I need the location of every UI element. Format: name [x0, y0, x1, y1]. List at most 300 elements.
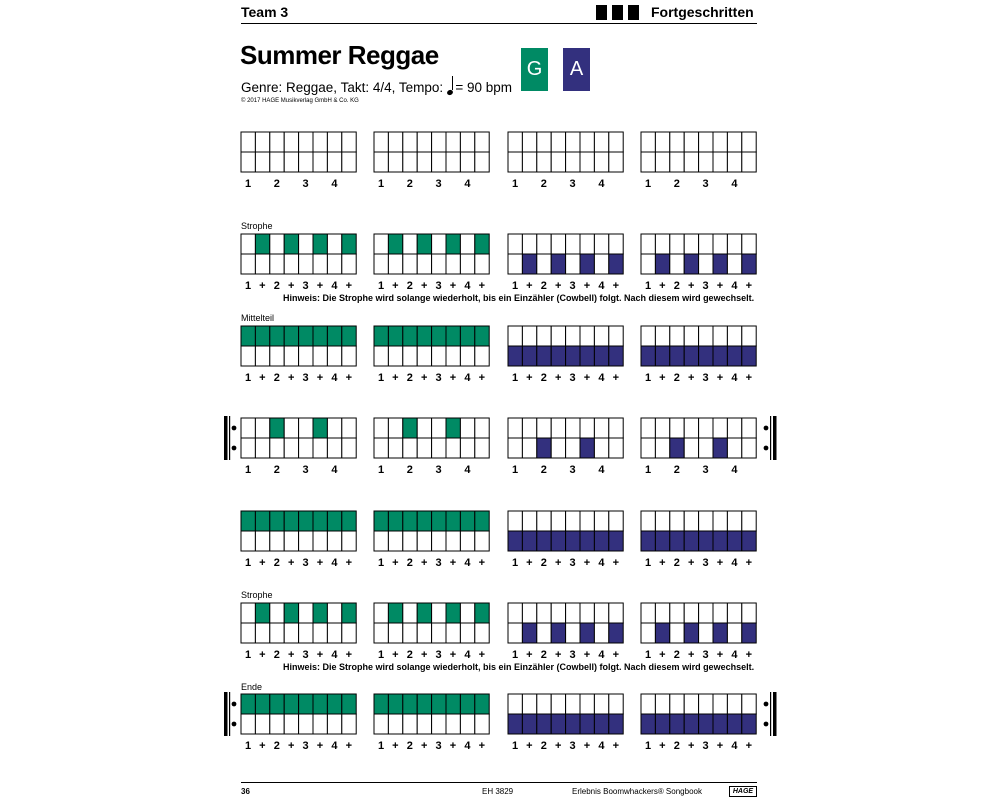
- count-label: 1: [644, 178, 652, 190]
- empty-cell: [699, 438, 713, 458]
- count-label: +: [716, 280, 724, 292]
- count-label: 4: [598, 372, 605, 384]
- empty-cell: [313, 714, 327, 734]
- empty-cell: [446, 623, 460, 643]
- empty-cell: [460, 438, 474, 458]
- filled-cell: [313, 326, 327, 346]
- empty-cell: [670, 152, 684, 172]
- empty-cell: [313, 346, 327, 366]
- count-label: +: [583, 280, 591, 292]
- empty-cell: [609, 694, 623, 714]
- empty-cell: [417, 418, 431, 438]
- empty-cell: [551, 511, 565, 531]
- empty-cell: [699, 234, 713, 254]
- empty-cell: [270, 603, 284, 623]
- empty-cell: [670, 234, 684, 254]
- count-label: 3: [302, 740, 309, 752]
- empty-cell: [432, 234, 446, 254]
- filled-cell: [417, 234, 431, 254]
- count-label: 1: [377, 740, 385, 752]
- count-label: +: [392, 372, 399, 384]
- empty-cell: [655, 132, 669, 152]
- empty-cell: [388, 132, 402, 152]
- empty-cell: [551, 438, 565, 458]
- count-label: +: [526, 557, 533, 569]
- pattern-block: [374, 694, 489, 752]
- empty-cell: [241, 531, 255, 551]
- count-label: 3: [435, 178, 442, 190]
- empty-cell: [670, 254, 684, 274]
- filled-cell: [460, 326, 474, 346]
- pattern-block: [641, 694, 756, 752]
- empty-cell: [313, 531, 327, 551]
- count-label: +: [478, 280, 486, 292]
- count-label: +: [659, 649, 666, 661]
- empty-cell: [327, 438, 341, 458]
- count-label: 4: [598, 280, 605, 292]
- empty-cell: [566, 418, 580, 438]
- empty-cell: [641, 152, 655, 172]
- empty-cell: [403, 438, 417, 458]
- empty-cell: [537, 623, 551, 643]
- empty-cell: [388, 438, 402, 458]
- count-label: 2: [540, 464, 547, 476]
- empty-cell: [537, 603, 551, 623]
- empty-cell: [594, 623, 608, 643]
- filled-cell: [417, 694, 431, 714]
- pattern-block: [374, 511, 489, 569]
- count-label: +: [716, 649, 724, 661]
- filled-cell: [313, 234, 327, 254]
- filled-cell: [388, 603, 402, 623]
- count-label: +: [687, 740, 695, 752]
- empty-cell: [684, 438, 698, 458]
- filled-cell: [270, 418, 284, 438]
- count-label: +: [745, 557, 753, 569]
- filled-cell: [342, 694, 356, 714]
- filled-cell: [551, 714, 565, 734]
- empty-cell: [537, 511, 551, 531]
- empty-cell: [255, 623, 269, 643]
- empty-cell: [241, 714, 255, 734]
- count-label: 4: [464, 372, 471, 384]
- empty-cell: [742, 694, 756, 714]
- empty-cell: [342, 254, 356, 274]
- count-label: 2: [406, 178, 413, 190]
- filled-cell: [342, 511, 356, 531]
- empty-cell: [342, 531, 356, 551]
- count-label: 2: [406, 557, 413, 569]
- count-label: +: [392, 280, 399, 292]
- count-label: 3: [302, 557, 309, 569]
- empty-cell: [299, 254, 313, 274]
- filled-cell: [641, 531, 655, 551]
- filled-cell: [713, 254, 727, 274]
- empty-cell: [460, 714, 474, 734]
- count-label: 1: [377, 178, 385, 190]
- count-label: +: [420, 280, 428, 292]
- filled-cell: [670, 346, 684, 366]
- filled-cell: [374, 326, 388, 346]
- filled-cell: [522, 623, 536, 643]
- count-label: 1: [511, 464, 519, 476]
- count-label: 2: [673, 464, 680, 476]
- empty-cell: [313, 623, 327, 643]
- song-meta-prefix: Genre: Reggae, Takt: 4/4, Tempo:: [241, 80, 444, 95]
- empty-cell: [475, 714, 489, 734]
- empty-cell: [374, 438, 388, 458]
- count-label: +: [687, 372, 695, 384]
- count-label: 3: [569, 740, 576, 752]
- empty-cell: [255, 132, 269, 152]
- pattern-block: [374, 132, 489, 190]
- empty-cell: [270, 714, 284, 734]
- empty-cell: [566, 152, 580, 172]
- pattern-block: [641, 418, 756, 476]
- empty-cell: [537, 132, 551, 152]
- empty-cell: [713, 132, 727, 152]
- count-label: 2: [673, 372, 680, 384]
- empty-cell: [446, 254, 460, 274]
- repeat-start-icon: [224, 416, 236, 460]
- empty-cell: [342, 623, 356, 643]
- filled-cell: [284, 234, 298, 254]
- count-label: +: [420, 372, 428, 384]
- empty-cell: [566, 234, 580, 254]
- count-label: 1: [244, 372, 252, 384]
- count-label: +: [316, 557, 324, 569]
- empty-cell: [299, 623, 313, 643]
- pattern-block: [508, 326, 623, 384]
- empty-cell: [388, 152, 402, 172]
- filled-cell: [284, 326, 298, 346]
- empty-cell: [388, 623, 402, 643]
- count-label: +: [526, 280, 533, 292]
- count-label: 4: [598, 740, 605, 752]
- empty-cell: [284, 714, 298, 734]
- count-label: +: [583, 649, 591, 661]
- empty-cell: [713, 511, 727, 531]
- empty-cell: [670, 694, 684, 714]
- hint-strophe-1: Hinweis: Die Strophe wird solange wiederholt, bis ein Einzähler (Cowbell) folgt. Nach diesem wird gewechselt.: [283, 293, 755, 303]
- empty-cell: [684, 603, 698, 623]
- filled-cell: [508, 346, 522, 366]
- empty-cell: [641, 511, 655, 531]
- filled-cell: [655, 531, 669, 551]
- empty-cell: [327, 234, 341, 254]
- empty-cell: [417, 438, 431, 458]
- pattern-block: [641, 511, 756, 569]
- count-label: +: [316, 372, 324, 384]
- count-label: 4: [331, 740, 338, 752]
- empty-cell: [460, 234, 474, 254]
- empty-cell: [460, 603, 474, 623]
- empty-cell: [699, 152, 713, 172]
- empty-cell: [432, 254, 446, 274]
- filled-cell: [727, 531, 741, 551]
- empty-cell: [403, 152, 417, 172]
- empty-cell: [432, 438, 446, 458]
- count-label: +: [716, 740, 724, 752]
- empty-cell: [641, 438, 655, 458]
- count-label: +: [612, 280, 620, 292]
- count-label: +: [687, 649, 695, 661]
- count-label: 4: [731, 649, 738, 661]
- empty-cell: [727, 254, 741, 274]
- count-label: +: [345, 649, 353, 661]
- hint-strophe-2: Hinweis: Die Strophe wird solange wiederholt, bis ein Einzähler (Cowbell) folgt. Nach diesem wird gewechselt.: [283, 662, 755, 672]
- empty-cell: [241, 346, 255, 366]
- empty-cell: [522, 603, 536, 623]
- empty-cell: [609, 132, 623, 152]
- empty-cell: [713, 603, 727, 623]
- pattern-block: [374, 326, 489, 384]
- empty-cell: [475, 438, 489, 458]
- count-label: 3: [302, 649, 309, 661]
- empty-cell: [284, 418, 298, 438]
- empty-cell: [374, 346, 388, 366]
- count-label: 1: [377, 372, 385, 384]
- count-label: 2: [540, 740, 547, 752]
- empty-cell: [594, 418, 608, 438]
- empty-cell: [522, 418, 536, 438]
- filled-cell: [403, 694, 417, 714]
- count-label: +: [449, 372, 457, 384]
- empty-cell: [327, 346, 341, 366]
- empty-cell: [241, 438, 255, 458]
- empty-cell: [566, 603, 580, 623]
- filled-cell: [327, 326, 341, 346]
- empty-cell: [670, 326, 684, 346]
- empty-cell: [684, 511, 698, 531]
- empty-cell: [566, 254, 580, 274]
- empty-cell: [594, 511, 608, 531]
- empty-cell: [432, 152, 446, 172]
- filled-cell: [313, 418, 327, 438]
- empty-cell: [403, 531, 417, 551]
- empty-cell: [508, 152, 522, 172]
- count-label: 3: [435, 280, 442, 292]
- empty-cell: [670, 511, 684, 531]
- filled-cell: [388, 234, 402, 254]
- count-label: +: [287, 740, 295, 752]
- filled-cell: [580, 531, 594, 551]
- empty-cell: [342, 346, 356, 366]
- empty-cell: [327, 132, 341, 152]
- empty-cell: [537, 418, 551, 438]
- empty-cell: [241, 603, 255, 623]
- filled-cell: [594, 714, 608, 734]
- empty-cell: [432, 418, 446, 438]
- count-label: +: [449, 280, 457, 292]
- empty-cell: [255, 418, 269, 438]
- count-label: 1: [644, 740, 652, 752]
- filled-cell: [446, 418, 460, 438]
- empty-cell: [241, 132, 255, 152]
- pattern-block: [641, 326, 756, 384]
- empty-cell: [699, 623, 713, 643]
- empty-cell: [327, 418, 341, 438]
- empty-cell: [460, 531, 474, 551]
- count-label: 2: [273, 464, 280, 476]
- count-label: +: [612, 740, 620, 752]
- filled-cell: [255, 603, 269, 623]
- filled-cell: [342, 326, 356, 346]
- empty-cell: [475, 346, 489, 366]
- count-label: 4: [731, 557, 738, 569]
- filled-cell: [684, 254, 698, 274]
- count-label: 4: [331, 649, 338, 661]
- count-label: +: [583, 372, 591, 384]
- count-label: 1: [244, 464, 252, 476]
- count-label: 4: [731, 280, 738, 292]
- count-label: 1: [377, 557, 385, 569]
- count-label: 3: [702, 280, 709, 292]
- count-label: +: [659, 740, 666, 752]
- count-label: +: [259, 280, 266, 292]
- count-label: +: [526, 740, 533, 752]
- count-label: 2: [273, 649, 280, 661]
- filled-cell: [641, 346, 655, 366]
- filled-cell: [609, 254, 623, 274]
- filled-cell: [255, 694, 269, 714]
- empty-cell: [727, 152, 741, 172]
- empty-cell: [727, 438, 741, 458]
- count-label: 4: [464, 280, 471, 292]
- empty-cell: [522, 152, 536, 172]
- empty-cell: [522, 234, 536, 254]
- empty-cell: [446, 152, 460, 172]
- pattern-block: [241, 326, 356, 384]
- empty-cell: [446, 714, 460, 734]
- count-label: 1: [511, 280, 519, 292]
- empty-cell: [475, 623, 489, 643]
- count-label: 3: [435, 649, 442, 661]
- count-label: +: [554, 280, 562, 292]
- filled-cell: [284, 603, 298, 623]
- count-label: +: [259, 557, 266, 569]
- empty-cell: [327, 152, 341, 172]
- filled-cell: [551, 346, 565, 366]
- count-label: 4: [598, 557, 605, 569]
- filled-cell: [374, 694, 388, 714]
- filled-cell: [742, 623, 756, 643]
- empty-cell: [342, 714, 356, 734]
- empty-cell: [713, 326, 727, 346]
- empty-cell: [699, 603, 713, 623]
- filled-cell: [417, 511, 431, 531]
- filled-cell: [684, 531, 698, 551]
- pattern-block: [374, 234, 489, 292]
- empty-cell: [270, 152, 284, 172]
- empty-cell: [460, 254, 474, 274]
- count-label: +: [259, 740, 266, 752]
- empty-cell: [388, 531, 402, 551]
- empty-cell: [580, 152, 594, 172]
- filled-cell: [655, 346, 669, 366]
- empty-cell: [255, 254, 269, 274]
- empty-cell: [655, 694, 669, 714]
- empty-cell: [742, 603, 756, 623]
- empty-cell: [446, 531, 460, 551]
- empty-cell: [270, 254, 284, 274]
- empty-cell: [551, 152, 565, 172]
- empty-cell: [580, 132, 594, 152]
- section-label-mittelteil: Mittelteil: [241, 313, 275, 323]
- empty-cell: [374, 254, 388, 274]
- count-label: 2: [273, 557, 280, 569]
- filled-cell: [699, 531, 713, 551]
- empty-cell: [551, 603, 565, 623]
- empty-cell: [742, 234, 756, 254]
- empty-cell: [432, 132, 446, 152]
- empty-cell: [522, 438, 536, 458]
- empty-cell: [403, 132, 417, 152]
- empty-cell: [299, 714, 313, 734]
- empty-cell: [641, 418, 655, 438]
- count-label: 2: [540, 280, 547, 292]
- empty-cell: [727, 603, 741, 623]
- count-label: 4: [331, 557, 338, 569]
- filled-cell: [403, 326, 417, 346]
- count-label: 3: [702, 557, 709, 569]
- count-label: +: [583, 740, 591, 752]
- empty-cell: [537, 234, 551, 254]
- empty-cell: [713, 418, 727, 438]
- empty-cell: [508, 603, 522, 623]
- filled-cell: [299, 511, 313, 531]
- empty-cell: [417, 346, 431, 366]
- empty-cell: [699, 511, 713, 531]
- empty-cell: [727, 418, 741, 438]
- count-label: +: [554, 557, 562, 569]
- empty-cell: [655, 234, 669, 254]
- empty-cell: [417, 132, 431, 152]
- empty-cell: [594, 234, 608, 254]
- count-label: 3: [702, 178, 709, 190]
- repeat-start-icon: [224, 692, 236, 736]
- count-label: +: [526, 372, 533, 384]
- empty-cell: [594, 438, 608, 458]
- filled-cell: [299, 694, 313, 714]
- empty-cell: [342, 418, 356, 438]
- empty-cell: [299, 603, 313, 623]
- filled-cell: [313, 694, 327, 714]
- empty-cell: [446, 132, 460, 152]
- count-label: +: [287, 280, 295, 292]
- count-label: 4: [331, 372, 338, 384]
- empty-cell: [374, 603, 388, 623]
- count-label: 1: [244, 280, 252, 292]
- empty-cell: [537, 254, 551, 274]
- count-label: +: [345, 557, 353, 569]
- empty-cell: [670, 132, 684, 152]
- count-label: 2: [540, 372, 547, 384]
- filled-cell: [684, 714, 698, 734]
- filled-cell: [713, 438, 727, 458]
- song-meta-suffix: = 90 bpm: [455, 80, 512, 95]
- count-label: +: [745, 280, 753, 292]
- count-label: 4: [331, 280, 338, 292]
- empty-cell: [580, 511, 594, 531]
- empty-cell: [403, 254, 417, 274]
- empty-cell: [566, 623, 580, 643]
- empty-cell: [417, 152, 431, 172]
- empty-cell: [594, 132, 608, 152]
- empty-cell: [432, 623, 446, 643]
- pattern-block: [508, 234, 623, 292]
- empty-cell: [684, 694, 698, 714]
